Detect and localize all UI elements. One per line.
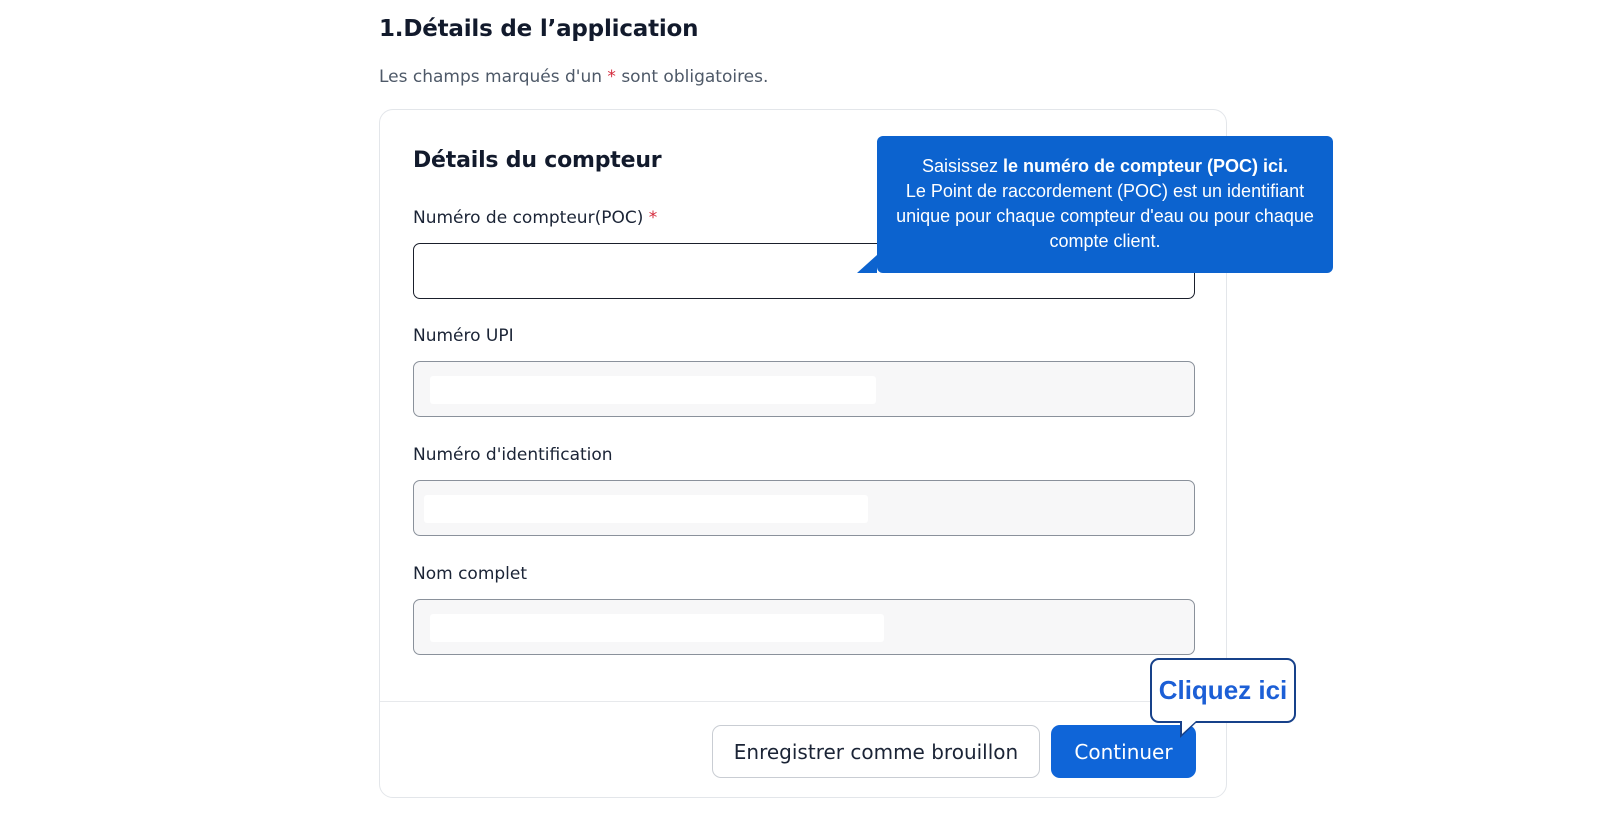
- upi-number-input[interactable]: [413, 361, 1195, 417]
- click-here-label: Cliquez ici: [1158, 675, 1288, 705]
- tooltip-heading-bold: le numéro de compteur (POC) ici.: [1002, 156, 1289, 176]
- tooltip-tail: [857, 255, 877, 273]
- upi-number-value: [430, 376, 876, 404]
- tooltip-body: Le Point de raccordement (POC) est un identifiant unique pour chaque compteur d'eau ou pour chaque compte client.: [896, 181, 1314, 251]
- required-note-suffix: sont obligatoires.: [615, 67, 769, 87]
- identification-number-label: Numéro d'identification: [413, 445, 613, 465]
- required-star: *: [607, 67, 616, 87]
- page-title: 1.Détails de l’application: [379, 16, 699, 42]
- required-note-prefix: Les champs marqués d'un: [379, 67, 608, 87]
- poc-number-label: [413, 208, 657, 228]
- upi-number-label: Numéro UPI: [413, 326, 514, 346]
- continue-button[interactable]: Continuer: [1051, 725, 1196, 778]
- tooltip-heading-prefix: Saisissez: [921, 156, 1003, 176]
- tooltip-heading: [891, 154, 1319, 179]
- full-name-value: [430, 614, 884, 642]
- identification-number-input[interactable]: [413, 480, 1195, 536]
- full-name-label: Nom complet: [413, 564, 528, 584]
- required-fields-note: [379, 67, 768, 87]
- callout-tail-fill: [1182, 721, 1196, 734]
- poc-number-label-text: Numéro de compteur(POC): [413, 208, 644, 228]
- save-draft-button[interactable]: Enregistrer comme brouillon: [712, 725, 1040, 778]
- poc-help-tooltip: [877, 136, 1333, 273]
- identification-number-value: [424, 495, 868, 523]
- card-footer-divider: [380, 701, 1226, 702]
- click-here-callout: [1150, 658, 1296, 723]
- card-title: Détails du compteur: [413, 148, 662, 173]
- required-star: *: [648, 208, 658, 228]
- full-name-input[interactable]: [413, 599, 1195, 655]
